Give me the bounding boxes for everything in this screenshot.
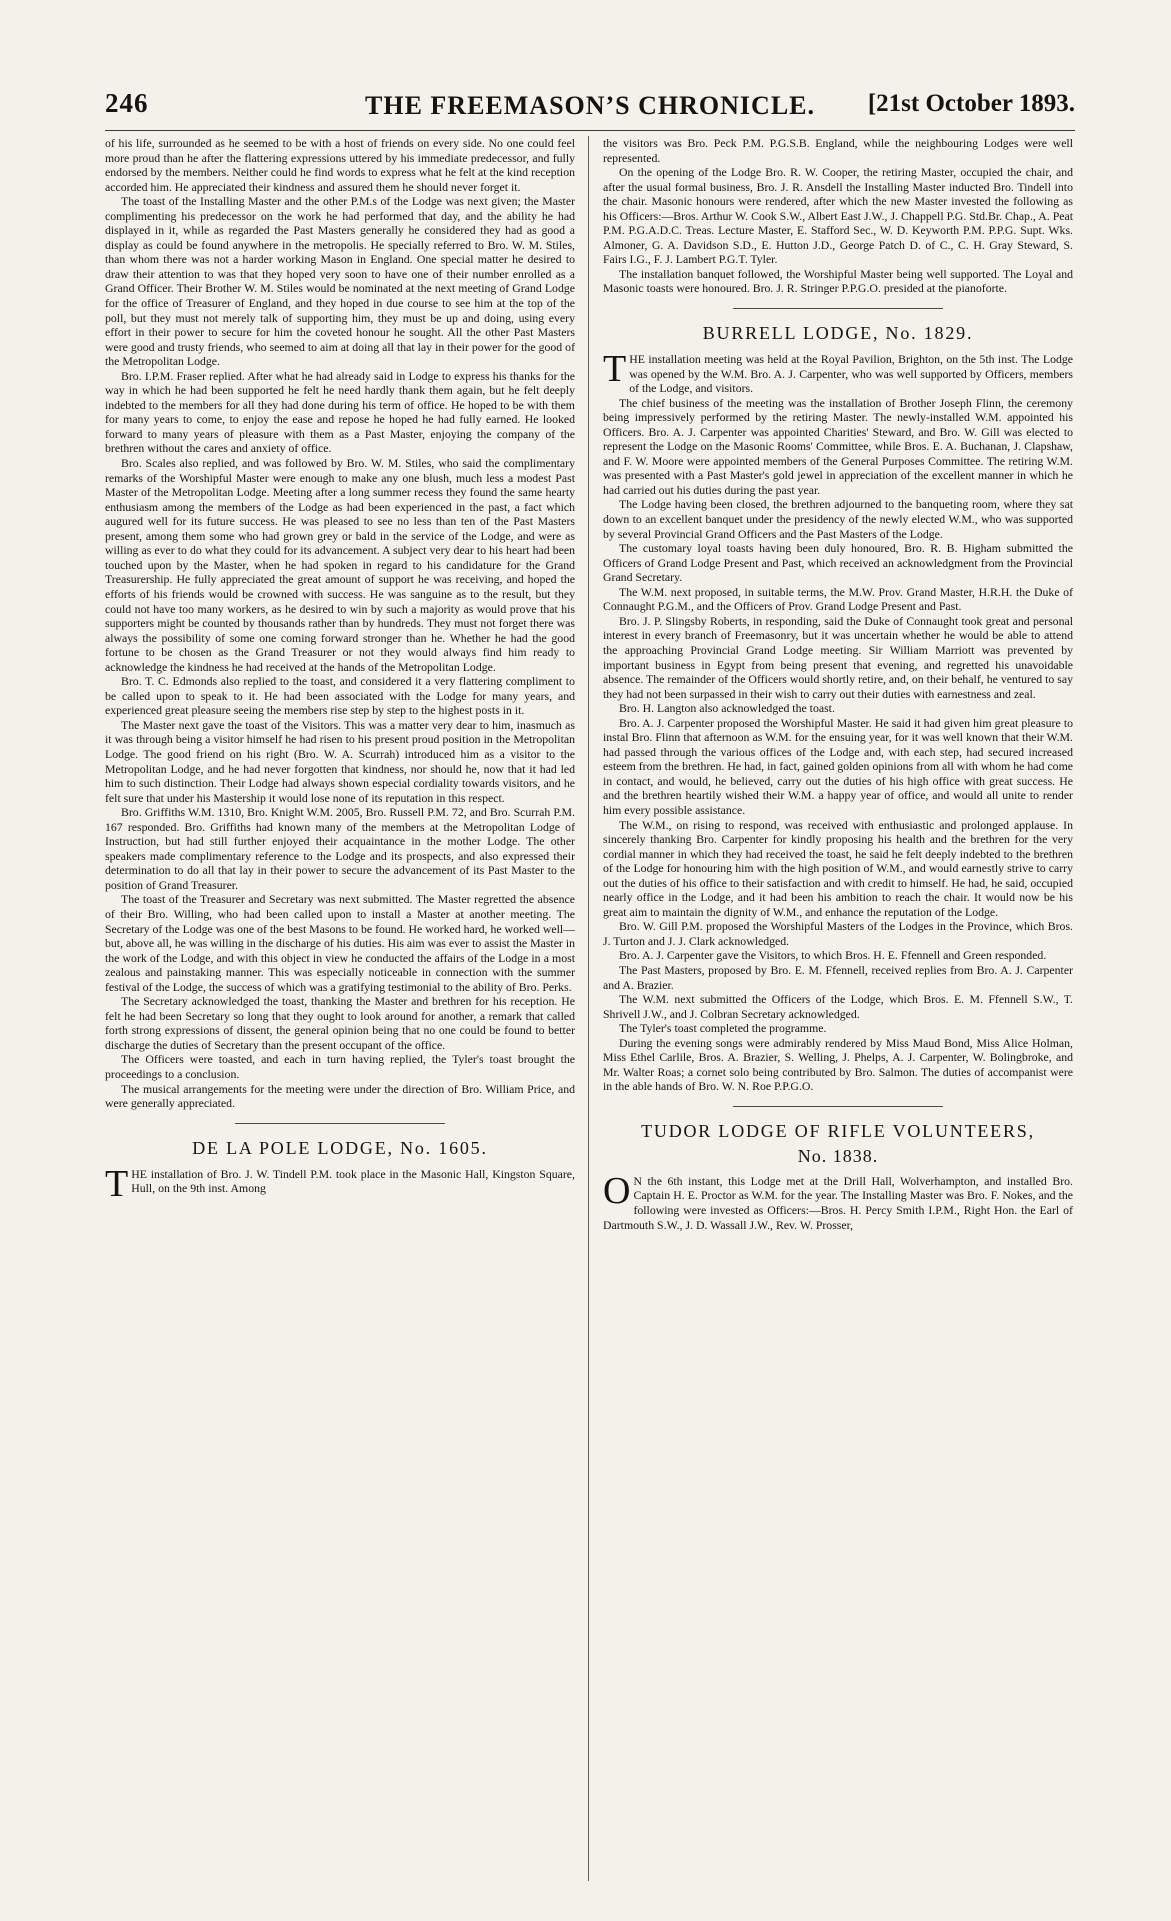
article-paragraph: the visitors was Bro. Peck P.M. P.G.S.B. England, while the neighbouring Lodges were well represented. — [603, 136, 1073, 165]
masthead — [105, 88, 1075, 131]
drop-paragraph-text: HE installation of Bro. J. W. Tindell P.M. took place in the Masonic Hall, Kingston Square, Hull, on the 9th inst. Among — [131, 1166, 575, 1196]
article-paragraph: The Master next gave the toast of the Visitors. This was a matter very dear to him, inasmuch as it was through being a visitor himself he had risen to his present proud position in the Metropolitan Lodge. The good friend on his right (Bro. W. A. Scurrah) introduced him as a visitor to the Metropolitan Lodge, and he had never forgotten that kindness, nor should he, now that it had led him to such distinction. Their Lodge had always shown especial cordiality towards visitors, and he felt sure that under his Mastership it would lose none of its reputation in this respect. — [105, 717, 575, 805]
left-column — [105, 136, 575, 1881]
article-paragraph: Bro. J. P. Slingsby Roberts, in responding, said the Duke of Connaught took great and personal interest in every branch of Freemasonry, but it was uncertain whether he would be able to attend the approaching Provincial Grand Lodge meeting. Sir William Marriott was prevented by important business in Egypt from being present that evening, and regretted his unavoidable absence. The remainder of the Officers would shortly retire, and, on their behalf, he ventured to say they had not been surpassed in their wish to carry out their duties with earnestness and zeal. — [603, 613, 1073, 701]
article-paragraph: The toast of the Treasurer and Secretary was next submitted. The Master regretted the absence of their Bro. Willing, who had been called upon to install a Master at another meeting. The Secretary of the Lodge was one of the best Masons to be found. He worked hard, he worked well—but, above all, he was willing in the discharge of his duties. His aim was ever to assist the Master in the work of the Lodge, and with this object in view he conducted the affairs of the Lodge in a most zealous and painstaking manner. This was especially noticeable in connection with the summer festival of the Lodge, the success of which was a gratifying testimonial to the ability of Bro. Perks. — [105, 892, 575, 994]
article-columns — [105, 136, 1075, 1888]
article-paragraph: The toast of the Installing Master and the other P.M.s of the Lodge was next given; the Master complimenting his predecessor on the work he had performed that day, and the ability he had displayed in it, while as regarded the Past Masters generally he considered they had as good a display as could be found anywhere in the metropolis. He specially referred to Bro. W. M. Stiles, than whom there was not a harder working Mason in England. One special matter he desired to draw their attention to was that they hoped very soon to have one of their number enrolled as a Grand Officer. Their Brother W. M. Stiles would be nominated at the next meeting of Grand Lodge for the office of Treasurer of England, and they hoped in due course to see him at the top of the poll, but they must not merely talk of supporting him, they must be up and doing, using every effort in their power to secure for him the coveted honour he sought. All the other Past Masters were good and trusty friends, who seemed to aim at doing all that lay in their power for the good of the Metropolitan Lodge. — [105, 194, 575, 369]
article-paragraph: Bro. A. J. Carpenter proposed the Worshipful Master. He said it had given him great pleasure to instal Bro. Flinn that afternoon as W.M. for the ensuing year, for it was well known that their W.M. had passed through the various offices of the Lodge and, with each step, had secured increased esteem from the brethren. He had, in fact, gained golden opinions from all with whom he had come in contact, and would, he believed, carry out the duties of his high office with great success. He and the brethren heartily wished their W.M. a happy year of office, and would all unite to render him every possible assistance. — [603, 715, 1073, 817]
drop-cap: T — [603, 348, 627, 391]
article-paragraph — [603, 1169, 1073, 1232]
article-paragraph: The chief business of the meeting was the installation of Brother Joseph Flinn, the ceremony being impressively performed by the retiring Master. The newly-installed W.M. appointed his Officers. Bro. A. J. Carpenter was appointed Charities' Steward, and Bro. W. Gill was elected to represent the Lodge on the Masonic Rooms' Committee, while Bros. E. A. Buchanan, J. Clapshaw, and F. W. Moore were appointed members of the General Purposes Committee. The retiring W.M. was presented with a Past Master's gold jewel in appreciation of the excellent manner in which he had carried out his duties during the past year. — [603, 395, 1073, 497]
page-number: 246 — [105, 88, 149, 118]
article-paragraph: The Secretary acknowledged the toast, thanking the Master and brethren for his reception. He felt he had been Secretary so long that they ought to look around for another, a remark that called forth strong expressions of dissent, the general opinion being that no one could be found to better discharge the duties of Secretary than the present occupant of the office. — [105, 994, 575, 1052]
article-paragraph: The Past Masters, proposed by Bro. E. M. Ffennell, received replies from Bro. A. J. Carpenter and A. Brazier. — [603, 962, 1073, 992]
column-rule — [588, 136, 589, 1881]
article-paragraph: of his life, surrounded as he seemed to be with a host of friends on every side. No one could feel more proud than he after the flattering expressions uttered by his immediate predecessor, and fully endorsed by the members. Neither could he find words to express what he felt at the kind reception accorded him. He appreciated their kindness and assured them he should never forget it. — [105, 136, 575, 194]
article-paragraph: The W.M. next submitted the Officers of the Lodge, which Bros. E. M. Ffennell S.W., T. Shrivell J.W., and J. Colbran Secretary acknowledged. — [603, 992, 1073, 1021]
article-paragraph: Bro. Scales also replied, and was followed by Bro. W. M. Stiles, who said the complimentary remarks of the Worshipful Master were enough to make any one blush, much less a modest Past Master of the Metropolitan Lodge. Meeting after a long summer recess they found the same hearty enthusiasm among the members of the Lodge as had been experienced in the past, a fact which augured well for its future success. He was pleased to see no less than ten of the Past Masters present, among them some who had grown grey or bald in the service of the Lodge, and were as willing as ever to do what they could for its advancement. A subject very dear to his heart had been touched upon by the Master, when he had spoken in regard to his candidature for the Grand Treasurership. He fully appreciated the great amount of support he was receiving, and hoped the efforts of his friends would be crowned with success. He was sanguine as to the result, but they could not have too many workers, as he desired to win by such a majority as would prove that his supporters might be counted by thousands rather than by hundreds. They must not forget there was always the possibility of some one coming forward stronger than he. Whether he had the good fortune to be chosen as the Grand Treasurer or not they would always find him ready to acknowledge the kindness he had received at the hands of the Metropolitan Lodge. — [105, 456, 575, 674]
section-divider — [733, 308, 943, 309]
article-paragraph: Bro. W. Gill P.M. proposed the Worshipful Masters of the Lodges in the Province, which Bros. J. Turton and J. J. Clark acknowledged. — [603, 919, 1073, 948]
drop-paragraph-text: N the 6th instant, this Lodge met at the Drill Hall, Wolverhampton, and installed Bro. Captain H. E. Proctor as W.M. for the year. The Installing Master was Bro. F. Nokes, and the following were invested as Officers:—Bros. H. Percy Smith I.P.M., Right Hon. the Earl of Dartmouth S.W., J. D. Wassall J.W., Rev. W. Prosser, — [603, 1173, 1073, 1232]
article-paragraph: The installation banquet followed, the Worshipful Master being well supported. The Loyal and Masonic toasts were honoured. Bro. J. R. Stringer P.P.G.O. presided at the pianoforte. — [603, 266, 1073, 296]
section-heading-de-la-pole: DE LA POLE LODGE, No. 1605. — [192, 1137, 488, 1158]
newspaper-page — [105, 88, 1075, 1888]
article-paragraph: The musical arrangements for the meeting were under the direction of Bro. William Price, and were generally appreciated. — [105, 1081, 575, 1111]
drop-paragraph-text: HE installation meeting was held at the Royal Pavilion, Brighton, on the 5th inst. The Lodge was opened by the W.M. Bro. A. J. Carpenter, who was well supported by Officers, members of the Lodge, and visitors. — [629, 352, 1073, 396]
article-paragraph: Bro. I.P.M. Fraser replied. After what he had already said in Lodge to express his thanks for the way in which he had been supported he felt he need hardly thank them again, but he felt deeply indebted to the members for all they had done during his term of office. He hoped to be with them for many years to come, to enjoy the ease and repose he hoped he had fully earned. He looked forward to many years of pleasure with them as a Past Master, enjoying the company of the brethren without the cares and anxiety of office. — [105, 368, 575, 456]
right-column — [603, 136, 1073, 1881]
article-paragraph: Bro. H. Langton also acknowledged the toast. — [619, 701, 835, 716]
section-subheading-tudor: No. 1838. — [797, 1145, 879, 1166]
article-paragraph: The customary loyal toasts having been duly honoured, Bro. R. B. Higham submitted the Officers of Grand Lodge Present and Past, which received an acknowledgment from the Provincial Grand Secretary. — [603, 541, 1073, 585]
section-heading-tudor: TUDOR LODGE OF RIFLE VOLUNTEERS, — [641, 1120, 1035, 1141]
journal-title: THE FREEMASON’S CHRONICLE. — [365, 91, 815, 120]
article-paragraph: The Tyler's toast completed the programme. — [619, 1021, 827, 1036]
drop-cap: O — [603, 1169, 631, 1212]
article-paragraph: On the opening of the Lodge Bro. R. W. Cooper, the retiring Master, occupied the chair, and after the usual formal business, Bro. J. R. Ansdell the Installing Master inducted Bro. Tindell into the chair. Masonic honours were rendered, after which the new Master invested the following as his Officers:—Bros. Arthur W. Cook S.W., Albert East J.W., J. Chappell P.G. Std.Br. Chap., A. Peat P.M. P.G.A.D.C. Treas. Lecture Master, E. Stafford Sec., W. D. Keyworth P.M. P.P.G. Supt. Wks. Almoner, G. A. Davidson S.D., E. Hutton J.D., George Patch D. of C., C. H. Gray Steward, S. Fairs I.G., F. J. Lambert P.G.T. Tyler. — [603, 165, 1073, 267]
article-paragraph: The W.M., on rising to respond, was received with enthusiastic and prolonged applause. In sincerely thanking Bro. Carpenter for kindly proposing his health and the brethren for the very cordial manner in which they had received the toast, he said he felt deeply indebted to the brethren of the Lodge for honouring him with the high position of W.M., and would earnestly strive to carry out the duties of his office to their satisfaction and with credit to himself. He had, he said, occupied nearly office in the Lodge, and it had been his ambition to reach the chair. It would now be his great aim to maintain the dignity of W.M., and enhance the reputation of the Lodge. — [603, 817, 1073, 919]
article-paragraph: During the evening songs were admirably rendered by Miss Maud Bond, Miss Alice Holman, Miss Ethel Carlile, Bros. A. Brazier, S. Welling, J. Phelps, A. J. Carpenter, W. Bolingbroke, and Mr. Walter Roas; a cornet solo being contributed by Bro. Salmon. The duties of accompanist were in the able hands of Bro. W. N. Roe P.P.G.O. — [603, 1035, 1073, 1094]
article-paragraph: The Lodge having been closed, the brethren adjourned to the banqueting room, where they sat down to an excellent banquet under the presidency of the newly elected W.M., who was supported by several Provincial Grand Officers and the Past Masters of the Lodge. — [603, 497, 1073, 541]
article-paragraph — [603, 348, 1073, 396]
section-heading-burrell: BURRELL LODGE, No. 1829. — [702, 323, 974, 344]
section-divider — [733, 1106, 943, 1107]
article-paragraph — [105, 1162, 575, 1205]
section-divider — [235, 1123, 445, 1124]
article-paragraph: Bro. A. J. Carpenter gave the Visitors, to which Bros. H. E. Ffennell and Green responded. — [619, 948, 1047, 963]
article-paragraph: The Officers were toasted, and each in turn having replied, the Tyler's toast brought the proceedings to a conclusion. — [105, 1052, 575, 1081]
article-paragraph: Bro. Griffiths W.M. 1310, Bro. Knight W.M. 2005, Bro. Russell P.M. 72, and Bro. Scurrah P.M. 167 responded. Bro. Griffiths had known many of the members at the Metropolitan Lodge of Instruction, but had still further enjoyed their acquaintance in the mother Lodge. The other speakers made complimentary reference to the Lodge and its prospects, and also expressed their determination to do all that lay in their power to secure the advancement of its Past Master to the position of Grand Treasurer. — [105, 805, 575, 892]
article-paragraph: The W.M. next proposed, in suitable terms, the M.W. Prov. Grand Master, H.R.H. the Duke of Connaught P.G.M., and the Officers of Prov. Grand Lodge Present and Past. — [603, 584, 1073, 614]
drop-cap: T — [105, 1162, 129, 1205]
issue-date: [21st October 1893. — [867, 90, 1075, 117]
article-paragraph: Bro. T. C. Edmonds also replied to the toast, and considered it a very flattering compliment to be called upon to speak to it. He had been associated with the Lodge for many years, and experienced great pleasure seeing the members rise step by step to the highest posts in it. — [105, 674, 575, 718]
